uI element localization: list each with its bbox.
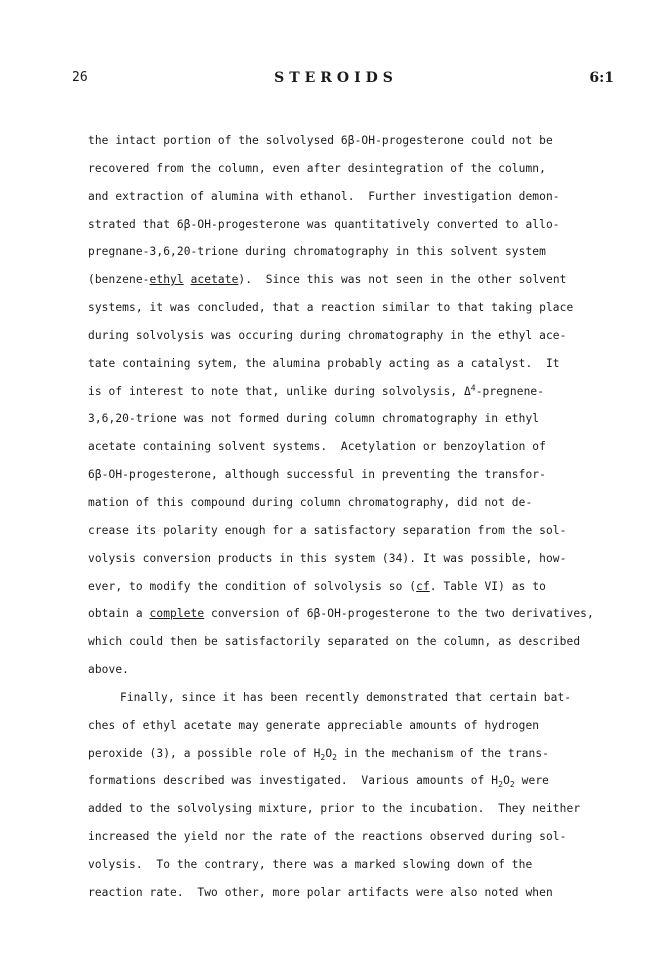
subscript: 2 <box>320 752 326 762</box>
text-run: were <box>514 774 550 788</box>
text-line: above. <box>88 663 130 677</box>
text-line <box>88 744 648 772</box>
subscript: 2 <box>509 780 515 790</box>
section-number: 6:1 <box>589 70 614 86</box>
text-run: obtain a <box>88 607 150 621</box>
text-line: volysis. To the contrary, there was a marked slowing down of the <box>88 857 533 871</box>
text-line: increased the yield nor the rate of the reactions observed during sol- <box>88 830 567 844</box>
text-line: Finally, since it has been recently demonstrated that certain bat- <box>120 690 572 704</box>
text-run: (benzene- <box>88 273 150 287</box>
text-run: O <box>503 774 510 788</box>
text-run <box>184 273 191 286</box>
text-line: the intact portion of the solvolysed 6β-OH-progesterone could not be <box>88 134 553 147</box>
text-line: pregnane-3,6,20-trione during chromatography in this solvent system <box>88 245 546 259</box>
superscript: 4 <box>470 382 476 392</box>
running-title: STEROIDS <box>274 70 398 86</box>
text-line: crease its polarity enough for a satisfactory separation from the sol- <box>88 523 567 537</box>
text-run: ever, to modify the condition of solvolysis so ( <box>88 579 417 593</box>
text-line: systems, it was concluded, that a reaction similar to that taking place <box>88 301 574 315</box>
text-line: 6β-OH-progesterone, although successful in preventing the transfor- <box>88 468 546 482</box>
text-line: recovered from the column, even after desintegration of the column, <box>88 161 546 175</box>
text-line: volysis conversion products in this system (34). It was possible, how- <box>88 551 567 565</box>
underlined-text: complete <box>149 607 205 621</box>
text-run: in the mechanism of the trans- <box>337 746 549 760</box>
text-line <box>88 771 648 799</box>
text-line <box>88 604 648 632</box>
text-run: formations described was investigated. Various amounts of H <box>88 774 499 788</box>
subscript: 2 <box>332 752 338 762</box>
text-line: mation of this compound during column chromatography, did not de- <box>88 495 533 509</box>
text-run: . Table VI) as to <box>429 579 546 593</box>
text-run: ). Since this was not seen in the other solvent <box>238 273 567 287</box>
text-run: conversion of 6β-OH-progesterone to the two derivatives, <box>204 607 594 621</box>
text-line: tate containing sytem, the alumina probably acting as a catalyst. It <box>88 356 560 370</box>
underlined-text: ethyl <box>149 273 184 287</box>
text-line: during solvolysis was occuring during chromatography in the ethyl ace- <box>88 328 567 342</box>
body-text <box>88 131 648 911</box>
text-line <box>88 577 648 605</box>
text-line: strated that 6β-OH-progesterone was quantitatively converted to allo- <box>88 217 560 231</box>
text-run: peroxide (3), a possible role of H <box>88 746 321 760</box>
page-header <box>0 70 672 90</box>
text-run: -pregnene- <box>475 384 545 398</box>
text-line: added to the solvolysing mixture, prior to the incubation. They neither <box>88 802 581 816</box>
page-number: 26 <box>72 70 88 85</box>
text-run: is of interest to note that, unlike during solvolysis, Δ <box>88 384 471 398</box>
underlined-text: cf <box>416 579 430 593</box>
underlined-text: acetate <box>190 273 239 287</box>
text-run: O <box>325 746 333 760</box>
text-line: 3,6,20-trione was not formed during column chromatography in ethyl <box>88 412 540 426</box>
text-line: which could then be satisfactorily separated on the column, as described <box>88 635 581 649</box>
text-line: and extraction of alumina with ethanol. Further investigation demon- <box>88 189 560 203</box>
text-line: reaction rate. Two other, more polar artifacts were also noted when <box>88 885 553 899</box>
text-line <box>88 382 648 410</box>
text-line <box>88 270 648 298</box>
subscript: 2 <box>498 780 504 790</box>
text-line: ches of ethyl acetate may generate appreciable amounts of hydrogen <box>88 718 540 732</box>
text-line: acetate containing solvent systems. Acetylation or benzoylation of <box>88 440 546 454</box>
